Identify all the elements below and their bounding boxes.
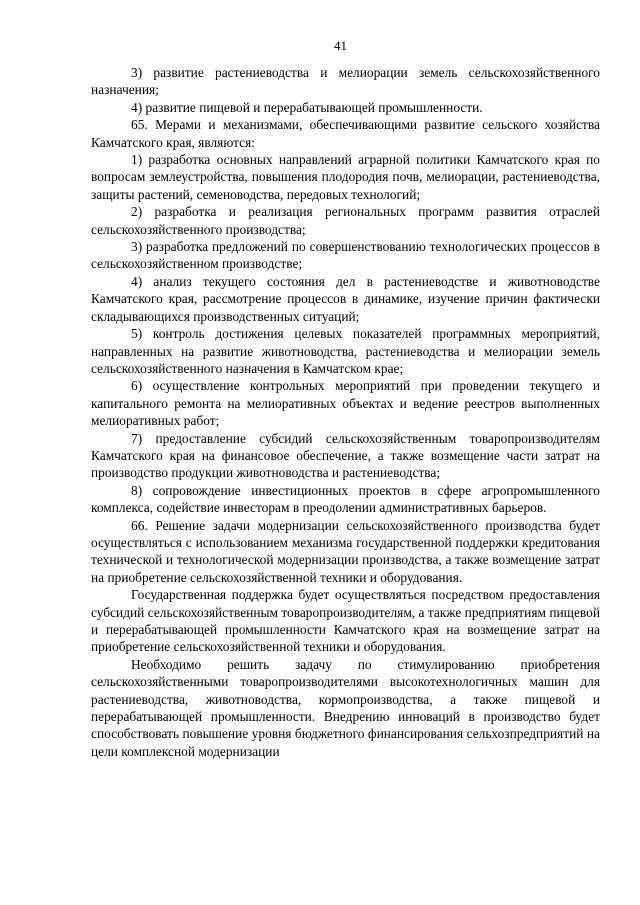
page-number: 41 — [334, 38, 347, 53]
paragraph-state-support: Государственная поддержка будет осуществляться посредством предоставления субсидий сельскохозяйственным товаропроизводителям, а также предприятиям пищевой и перерабатывающей промышленности Камчатского края на возмещение затрат на приобретение сельскохозяйственной техники и оборудования. — [91, 587, 600, 655]
paragraph-necessity: Необходимо решить задачу по стимулированию приобретения сельскохозяйственными товаропроизводителями высокотехнологичных машин для растениеводства, животноводства, кормопроизводства, а также пищевой и перерабатывающей промышленности. Внедрению инноваций в производство будет способствовать повышение уровня бюджетного финансирования сельхозпредприятий на цели комплексной модернизации — [91, 656, 600, 759]
paragraph-clause-65: 65. Мерами и механизмами, обеспечивающими развитие сельского хозяйства Камчатского края, являются: — [91, 117, 600, 150]
paragraph-measure-3: 3) разработка предложений по совершенствованию технологических процессов в сельскохозяйственном производстве; — [91, 239, 600, 272]
paragraph-clause-66: 66. Решение задачи модернизации сельскохозяйственного производства будет осуществляться с использованием механизма государственной поддержки кредитования технической и технологической модернизации производства, а также возмещение затрат на приобретение сельскохозяйственной техники и оборудования. — [91, 517, 600, 585]
paragraph-measure-4: 4) анализ текущего состояния дел в растениеводстве и животноводстве Камчатского края, рассмотрение процессов в динамике, изучение причин фактически складывающихся производственных ситуаций; — [91, 273, 600, 324]
paragraph-measure-6: 6) осуществление контрольных мероприятий при проведении текущего и капитального ремонта на мелиоративных объектах и ведение реестров выполненных мелиоративных работ; — [91, 378, 600, 429]
paragraph-measure-5: 5) контроль достижения целевых показателей программных мероприятий, направленных на развитие животноводства, растениеводства и мелиорации земель сельскохозяйственного назначения в Камчатском крае; — [91, 326, 600, 376]
paragraph-measure-1: 1) разработка основных направлений аграрной политики Камчатского края по вопросам землеустройства, повышения плодородия почв, мелиорации, растениеводства, защиты растений, семеноводства, передовых технологий; — [91, 152, 600, 202]
paragraph-measure-7: 7) предоставление субсидий сельскохозяйственным товаропроизводителям Камчатского края на финансовое обеспечение, а также возмещение части затрат на производство продукции животноводства и растениеводства; — [91, 430, 600, 481]
paragraph-measure-2: 2) разработка и реализация региональных программ развития отраслей сельскохозяйственного производства; — [91, 204, 600, 237]
paragraph-item-4: 4) развитие пищевой и перерабатывающей промышленности. — [131, 99, 483, 115]
paragraph-item-3: 3) развитие растениеводства и мелиорации земель сельскохозяйственного назначения; — [91, 65, 600, 98]
paragraph-measure-8: 8) сопровождение инвестиционных проектов в сфере агропромышленного комплекса, содействие инвесторам в преодолении административных барьеров. — [91, 482, 600, 516]
